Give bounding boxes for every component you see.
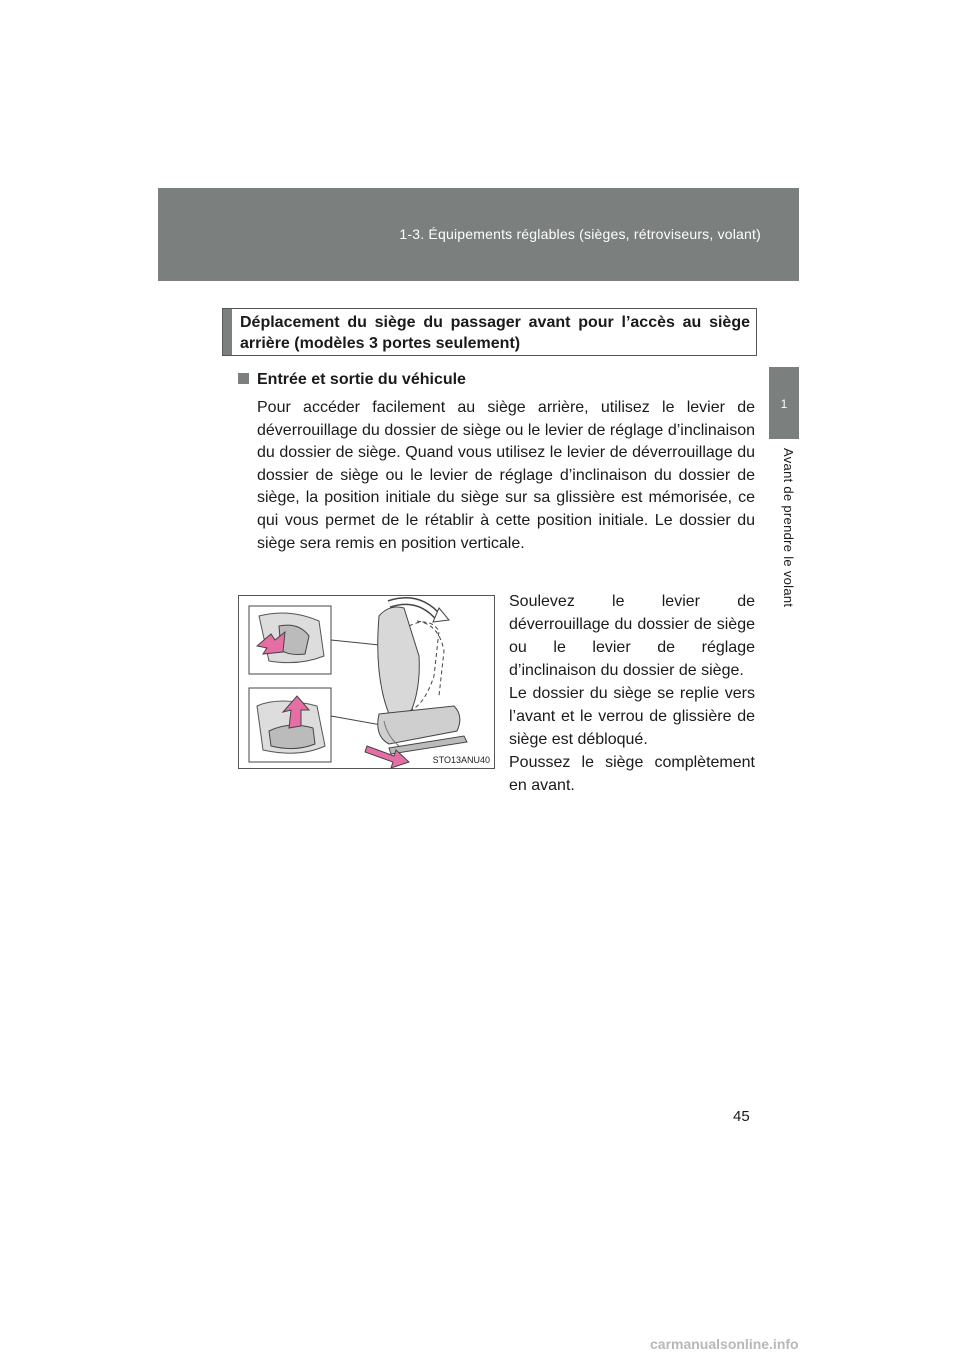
seat-diagram-icon xyxy=(239,596,496,770)
figure-code: STO13ANU40 xyxy=(432,755,490,765)
instruction-step: Le dossier du siège se replie vers l’avant et le verrou de glissière de siège est débloqué. xyxy=(509,685,755,748)
watermark: carmanualsonline.info xyxy=(650,1336,799,1352)
instruction-step: Poussez le siège complètement en avant. xyxy=(509,754,755,794)
subsection-heading-text: Entrée et sortie du véhicule xyxy=(257,371,466,388)
chapter-tab-number: 1 xyxy=(780,397,788,411)
section-heading-bar xyxy=(223,309,232,355)
square-bullet-icon xyxy=(238,373,249,384)
header-band xyxy=(158,188,799,281)
subsection-heading xyxy=(238,371,466,389)
page-number: 45 xyxy=(733,1108,750,1125)
instruction-text xyxy=(509,590,755,797)
instruction-step: Soulevez le levier de déverrouillage du dossier de siège ou le levier de réglage d’inclinaison du dossier de siège. xyxy=(509,593,755,679)
section-title: Déplacement du siège du passager avant pour l’accès au siège arrière (modèles 3 portes seulement) xyxy=(240,314,750,352)
body-paragraph: Pour accéder facilement au siège arrière, utilisez le levier de déverrouillage du dossier de siège ou le levier de réglage d’inclinaison du dossier de siège. Quand vous utilisez le levier de déverrouillage du dossier de siège ou le levier de réglage d’inclinaison du dossier de siège, la position initiale du siège sur sa glissière est mémorisée, ce qui vous permet de le rétablir à cette position initiale. Le dossier du siège sera remis en position verticale. xyxy=(257,399,755,552)
seat-illustration xyxy=(238,595,495,769)
chapter-title: 1-3. Équipements réglables (sièges, rétroviseurs, volant) xyxy=(399,226,761,242)
chapter-side-label: Avant de prendre le volant xyxy=(781,448,796,608)
chapter-tab xyxy=(769,367,799,439)
section-heading-box xyxy=(222,308,757,356)
